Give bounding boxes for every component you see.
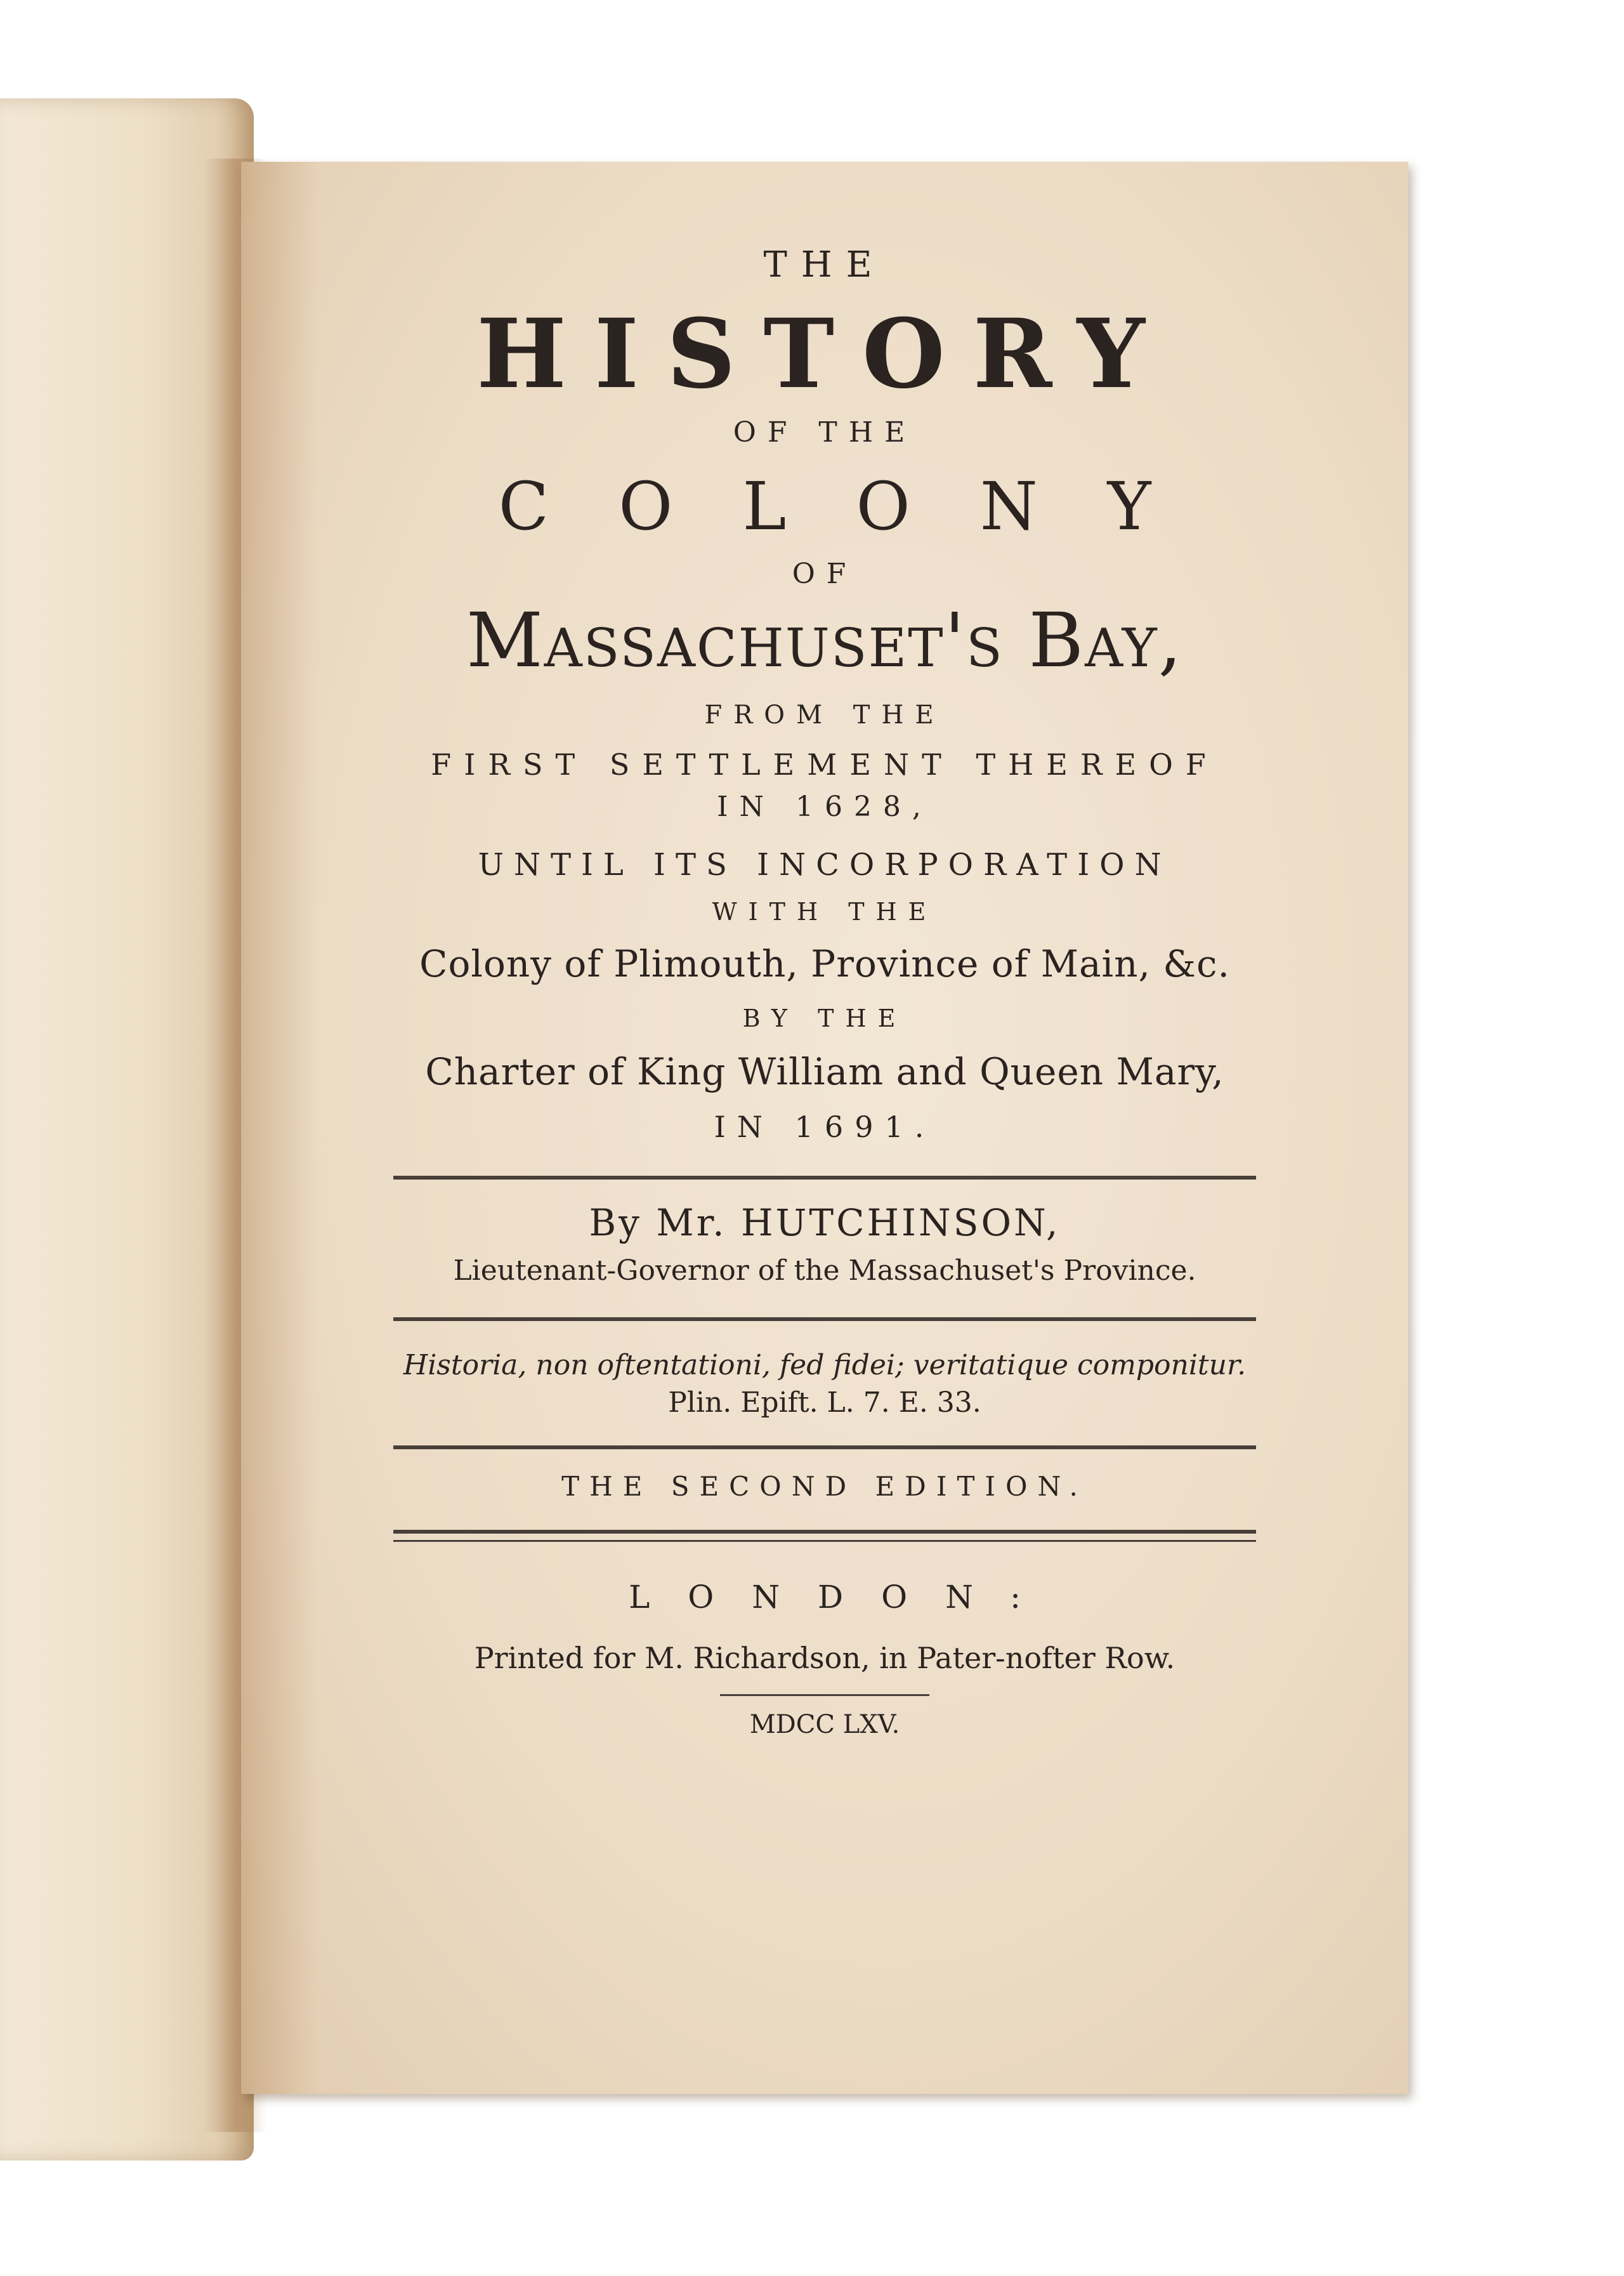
title-colony-of-plimouth: Colony of Plimouth, Province of Main, &c. [419, 942, 1230, 985]
imprint-place: LONDON: [629, 1579, 1059, 1615]
title-the: THE [763, 244, 886, 286]
title-text-block [241, 244, 1408, 1739]
title-massachusets-bay: Massachuset's Bay, [466, 596, 1183, 684]
title-colony: COLONY [498, 468, 1221, 545]
rule-6 [720, 1694, 929, 1696]
title-page [241, 162, 1408, 2094]
motto: Historia, non oftentationi, fed fidei; veritatique componitur. [403, 1349, 1247, 1381]
title-of-the: OF THE [733, 416, 917, 449]
rule-2 [393, 1317, 1256, 1321]
title-until-incorporation: UNTIL ITS INCORPORATION [478, 847, 1172, 883]
title-of: OF [792, 558, 858, 590]
imprint-date: MDCC LXV. [749, 1710, 900, 1739]
title-with-the: WITH THE [712, 898, 938, 926]
rule-3 [393, 1445, 1256, 1449]
title-in-1628: IN 1628, [717, 791, 933, 823]
rule-1 [393, 1176, 1256, 1180]
title-first-settlement: FIRST SETTLEMENT THEREOF [431, 747, 1219, 782]
title-from-the: FROM THE [704, 701, 945, 730]
title-in-1691: IN 1691. [714, 1110, 936, 1144]
title-history: HISTORY [476, 298, 1173, 410]
title-charter: Charter of King William and Queen Mary, [425, 1050, 1224, 1093]
motto-source: Plin. Epift. L. 7. E. 33. [668, 1386, 981, 1419]
rule-5 [393, 1540, 1256, 1542]
author-title: Lieutenant-Governor of the Massachuset's Province. [453, 1254, 1196, 1287]
edition: THE SECOND EDITION. [561, 1471, 1088, 1502]
author-line: By Mr. HUTCHINSON, [589, 1201, 1061, 1244]
rule-4 [393, 1530, 1256, 1534]
title-by-the: BY THE [742, 1004, 907, 1032]
imprint-printer: Printed for M. Richardson, in Pater-nofter Row. [474, 1641, 1175, 1675]
